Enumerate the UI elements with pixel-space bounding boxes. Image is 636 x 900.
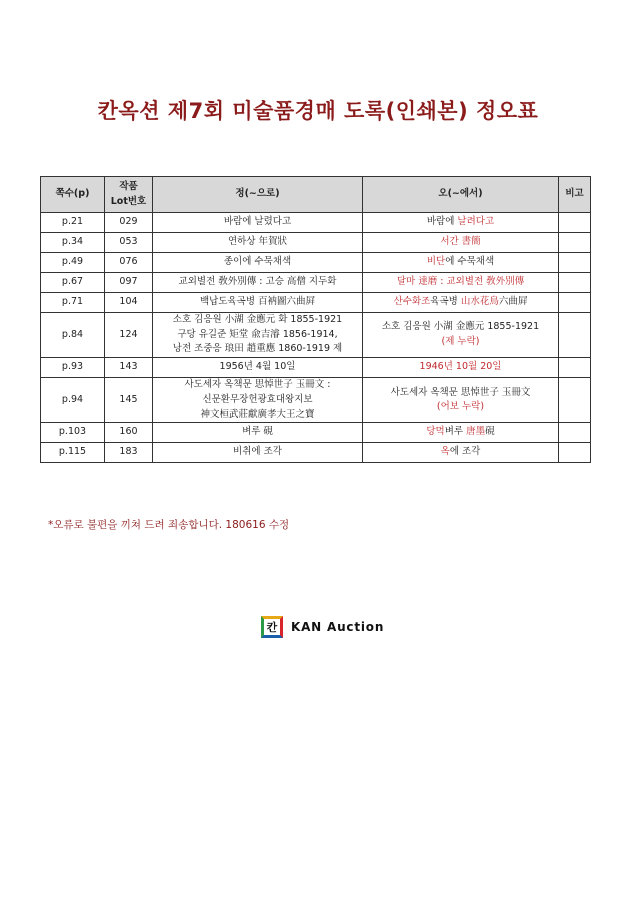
wrong-highlight: 산수화조 [393,296,431,308]
cell-correct [153,423,363,443]
cell-correct [153,293,363,313]
wrong-text: 六曲屛 [498,296,528,308]
header-wrong: 오(~에서) [363,177,559,213]
cell-page: p.49 [41,253,105,273]
cell-page: p.84 [41,313,105,358]
correct-line: 神文桓武莊獻廣孝大王之寶 [200,408,315,420]
cell-lot: 029 [105,213,153,233]
cell-wrong [363,253,559,273]
wrong-line [367,360,554,375]
wrong-line [367,275,554,290]
cell-wrong [363,233,559,253]
cell-lot: 183 [105,443,153,463]
cell-page: p.71 [41,293,105,313]
kan-auction-logo [261,614,384,640]
wrong-highlight: 1946년 10월 20일 [419,361,502,373]
cell-wrong [363,358,559,378]
table-row [41,378,591,423]
cell-page: p.94 [41,378,105,423]
cell-remarks [559,233,591,253]
cell-wrong [363,443,559,463]
cell-remarks [559,293,591,313]
correct-line: 1956년 4월 10일 [219,361,296,373]
cell-correct [153,378,363,423]
wrong-line [367,295,554,310]
correct-line: 바람에 날렸다고 [223,216,292,228]
header-page: 쪽수(p) [41,177,105,213]
cell-lot: 104 [105,293,153,313]
table-row [41,293,591,313]
cell-correct [153,233,363,253]
cell-wrong [363,423,559,443]
cell-lot: 160 [105,423,153,443]
wrong-text: 硯 [485,426,495,438]
cell-remarks [559,358,591,378]
cell-wrong [363,293,559,313]
correct-line: 소호 김응원 小湖 金應元 화 1855-1921 [172,314,343,325]
table-row [41,273,591,293]
wrong-highlight: 비단 [426,256,446,268]
wrong-text: 에 조각 [449,446,481,458]
wrong-omission-note: (제 누락) [441,336,480,348]
table-row [41,358,591,378]
cell-page: p.115 [41,443,105,463]
wrong-highlight: 唐墨 [466,426,486,438]
correct-line: 구당 유길준 矩堂 兪吉濬 1856-1914, [177,328,338,340]
cell-correct [153,273,363,293]
correct-line: 사도세자 옥책문 思悼世子 玉冊文 : [184,379,331,391]
correct-line: 비취에 조각 [233,446,282,458]
header-lot: 작품 Lot번호 [105,177,153,213]
cell-wrong [363,313,559,358]
wrong-line [367,386,554,401]
wrong-highlight: 당먹 [426,426,445,438]
wrong-text: 에 수묵채색 [445,256,495,268]
cell-lot: 124 [105,313,153,358]
wrong-line [367,235,554,250]
wrong-line [367,425,554,440]
errata-table [40,176,591,463]
table-row [41,233,591,253]
cell-lot: 053 [105,233,153,253]
table-row [41,423,591,443]
cell-lot: 143 [105,358,153,378]
table-row [41,313,591,358]
cell-remarks [559,273,591,293]
wrong-highlight: 서간 書簡 [440,236,481,248]
correct-line: 신문환무장헌광효대왕지보 [202,393,313,405]
cell-page: p.103 [41,423,105,443]
cell-page: p.67 [41,273,105,293]
cell-remarks [559,378,591,423]
wrong-highlight: 옥 [440,446,450,458]
correct-line: 벼루 硯 [242,426,273,438]
cell-remarks [559,253,591,273]
apology-note: *오류로 불편을 끼쳐 드려 죄송합니다. 180616 수정 [48,519,290,531]
correct-line: 백납도육곡병 百衲圖六曲屛 [199,296,316,308]
cell-lot: 145 [105,378,153,423]
wrong-text: 소호 김응원 小湖 金應元 1855-1921 [381,321,540,333]
table-header-row [41,177,591,213]
cell-remarks [559,423,591,443]
cell-correct [153,443,363,463]
cell-remarks [559,213,591,233]
wrong-text: 바람에 [426,216,458,228]
table-row [41,443,591,463]
wrong-text: 사도세자 옥책문 思悼世子 玉冊文 [390,386,531,398]
cell-remarks [559,313,591,358]
cell-wrong [363,378,559,423]
cell-lot: 076 [105,253,153,273]
cell-page: p.34 [41,233,105,253]
cell-wrong [363,273,559,293]
wrong-omission-note: (어보 누락) [436,401,485,413]
document-title: 칸옥션 제7회 미술품경매 도록(인쇄본) 정오표 [97,99,539,123]
cell-correct [153,358,363,378]
cell-wrong [363,213,559,233]
cell-remarks [559,443,591,463]
wrong-line [367,215,554,230]
wrong-line [367,445,554,460]
header-correct: 정(~으로) [153,177,363,213]
wrong-text: 육곡병 [430,296,461,308]
cell-lot: 097 [105,273,153,293]
wrong-highlight: 날려다고 [457,216,495,228]
correct-line: 종이에 수묵채색 [223,256,292,268]
cell-page: p.93 [41,358,105,378]
correct-line: 연하상 年賀狀 [227,236,288,248]
cell-correct [153,313,363,358]
table-row [41,213,591,233]
wrong-text: 벼루 [444,426,467,438]
wrong-highlight: 山水花鳥 [460,296,499,308]
correct-line: 교외별전 敎外別傳 : 고승 高僧 지두화 [178,276,337,288]
wrong-line [367,320,554,335]
cell-correct [153,213,363,233]
wrong-highlight: 달마 達磨 : 교외별전 敎外別傳 [396,276,525,288]
header-remarks: 비고 [559,177,591,213]
cell-page: p.21 [41,213,105,233]
kan-logo-icon: 칸 [261,616,283,638]
wrong-line [367,255,554,270]
table-row [41,253,591,273]
cell-correct [153,253,363,273]
logo-text: KAN Auction [291,620,385,634]
correct-line: 낭전 조중응 琅田 趙重應 1860-1919 제 [172,343,343,355]
